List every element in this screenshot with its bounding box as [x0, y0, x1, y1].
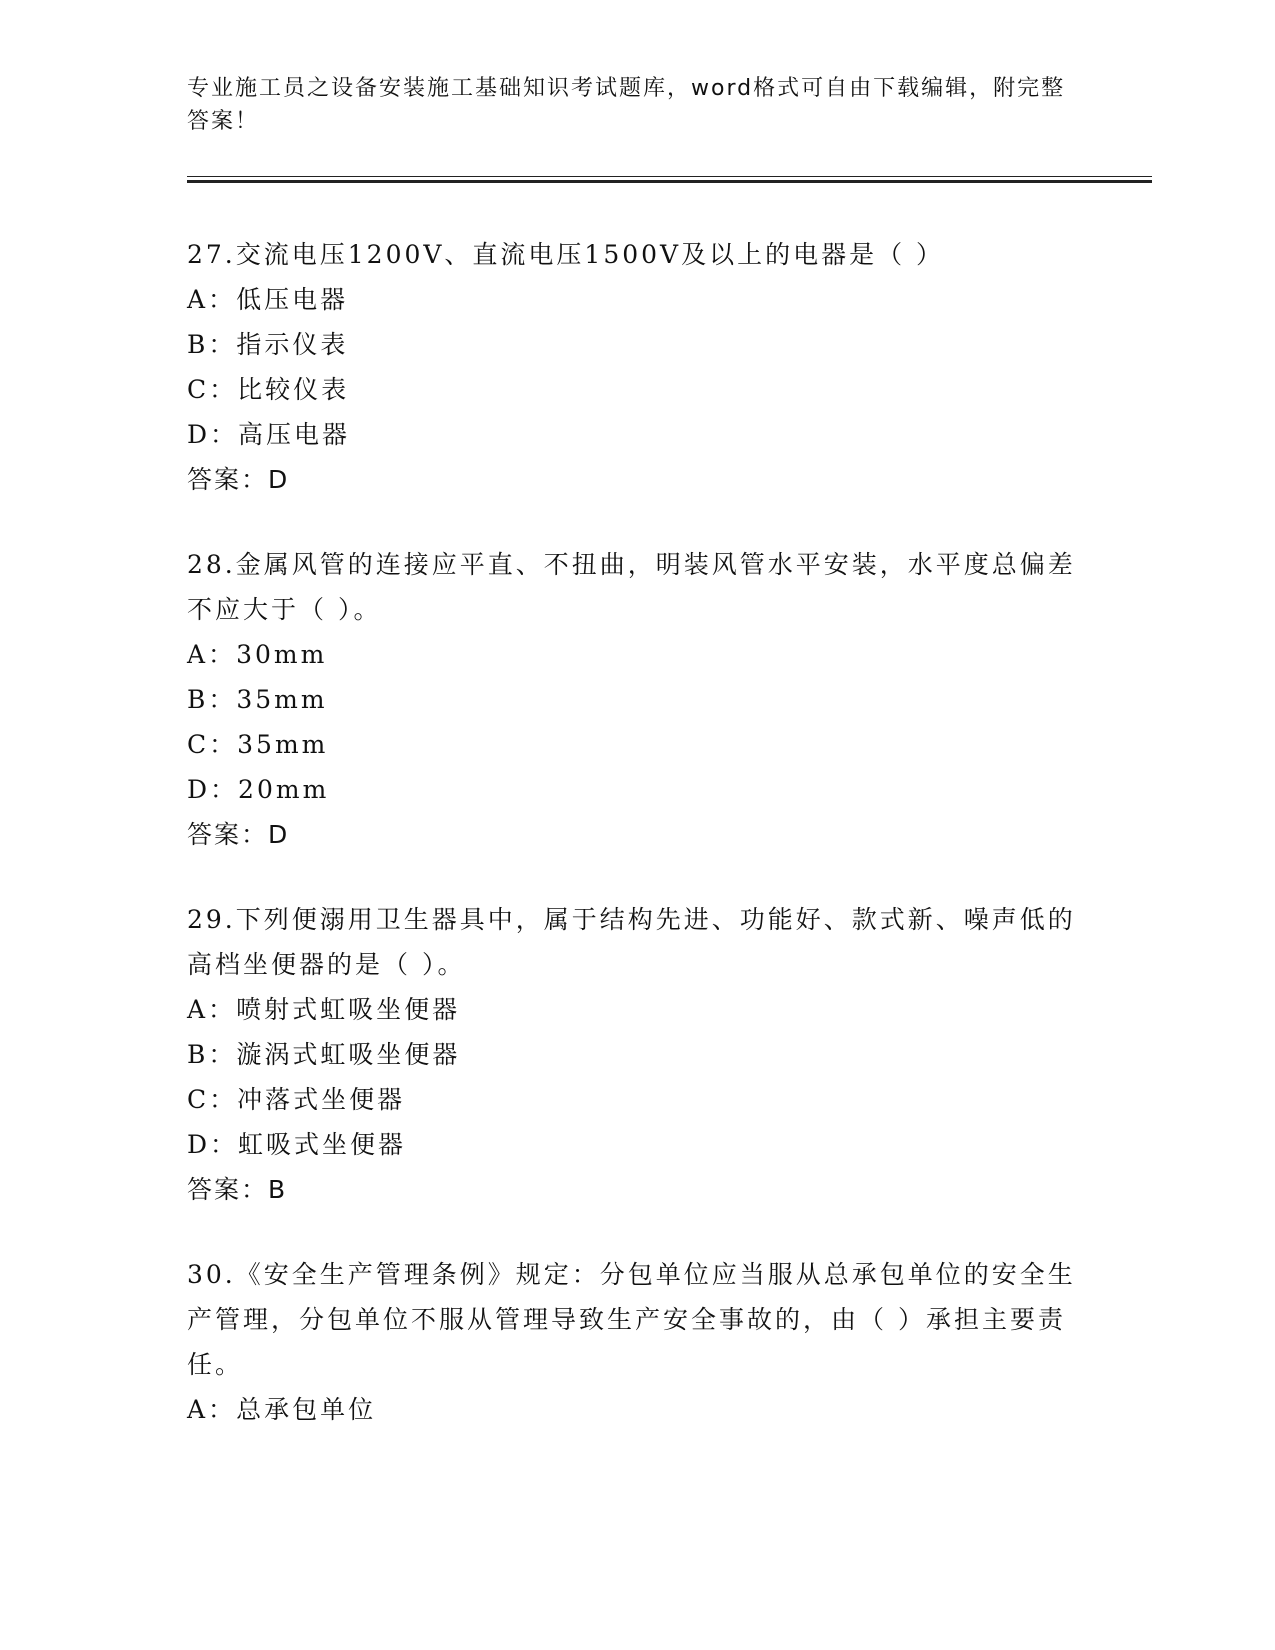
answer-line: 答案：B: [187, 1175, 288, 1204]
option-text: 20mm: [238, 775, 330, 804]
option-key: D：: [187, 1130, 239, 1159]
option-text: 35mm: [237, 730, 329, 759]
option-key: D：: [187, 420, 239, 449]
question-28: [187, 542, 1077, 857]
option-key: A：: [187, 640, 237, 669]
option-key: A：: [187, 285, 237, 314]
question-stem: 27.交流电压1200V、直流电压1500V及以上的电器是（ ）: [187, 240, 945, 269]
option-text: 高压电器: [238, 420, 351, 449]
answer-line: 答案：D: [187, 820, 290, 849]
question-29: [187, 897, 1077, 1212]
option-b: [187, 322, 1077, 367]
option-key: C：: [187, 1085, 238, 1114]
option-c: [187, 367, 1077, 412]
header-divider-thick: [187, 180, 1152, 183]
option-key: B：: [187, 685, 237, 714]
option-text: 总承包单位: [236, 1395, 377, 1424]
option-key: A：: [187, 995, 237, 1024]
option-a: [187, 987, 1077, 1032]
question-30: [187, 1252, 1077, 1432]
question-stem: 29.下列便溺用卫生器具中，属于结构先进、功能好、款式新、噪声低的高档坐便器的是（ ）。: [187, 905, 1076, 979]
document-title: 专业施工员之设备安装施工基础知识考试题库，word格式可自由下载编辑，附完整答案！: [187, 76, 1066, 134]
option-text: 35mm: [236, 685, 328, 714]
option-text: 低压电器: [236, 285, 349, 314]
option-a: [187, 632, 1077, 677]
option-b: [187, 1032, 1077, 1077]
question-stem: 30.《安全生产管理条例》规定：分包单位应当服从总承包单位的安全生产管理，分包单位不服从管理导致生产安全事故的，由（ ）承担主要责任。: [187, 1260, 1076, 1379]
header-divider-thin: [187, 176, 1152, 177]
option-c: [187, 1077, 1077, 1122]
option-key: C：: [187, 730, 238, 759]
option-key: C：: [187, 375, 238, 404]
option-text: 冲落式坐便器: [237, 1085, 406, 1114]
option-key: A：: [187, 1395, 237, 1424]
option-text: 比较仪表: [237, 375, 350, 404]
option-text: 指示仪表: [236, 330, 349, 359]
option-key: B：: [187, 1040, 237, 1069]
option-text: 漩涡式虹吸坐便器: [236, 1040, 461, 1069]
question-27: [187, 232, 1077, 502]
option-text: 虹吸式坐便器: [238, 1130, 407, 1159]
option-key: D：: [187, 775, 239, 804]
option-text: 30mm: [236, 640, 328, 669]
option-d: [187, 412, 1077, 457]
option-key: B：: [187, 330, 237, 359]
question-stem: 28.金属风管的连接应平直、不扭曲，明装风管水平安装，水平度总偏差不应大于（ ）。: [187, 550, 1076, 624]
option-text: 喷射式虹吸坐便器: [236, 995, 461, 1024]
option-a: [187, 277, 1077, 322]
option-d: [187, 1122, 1077, 1167]
question-list: [187, 232, 1077, 1472]
option-c: [187, 722, 1077, 767]
option-d: [187, 767, 1077, 812]
document-header: [187, 72, 1067, 138]
answer-line: 答案：D: [187, 465, 290, 494]
option-b: [187, 677, 1077, 722]
option-a: [187, 1387, 1077, 1432]
